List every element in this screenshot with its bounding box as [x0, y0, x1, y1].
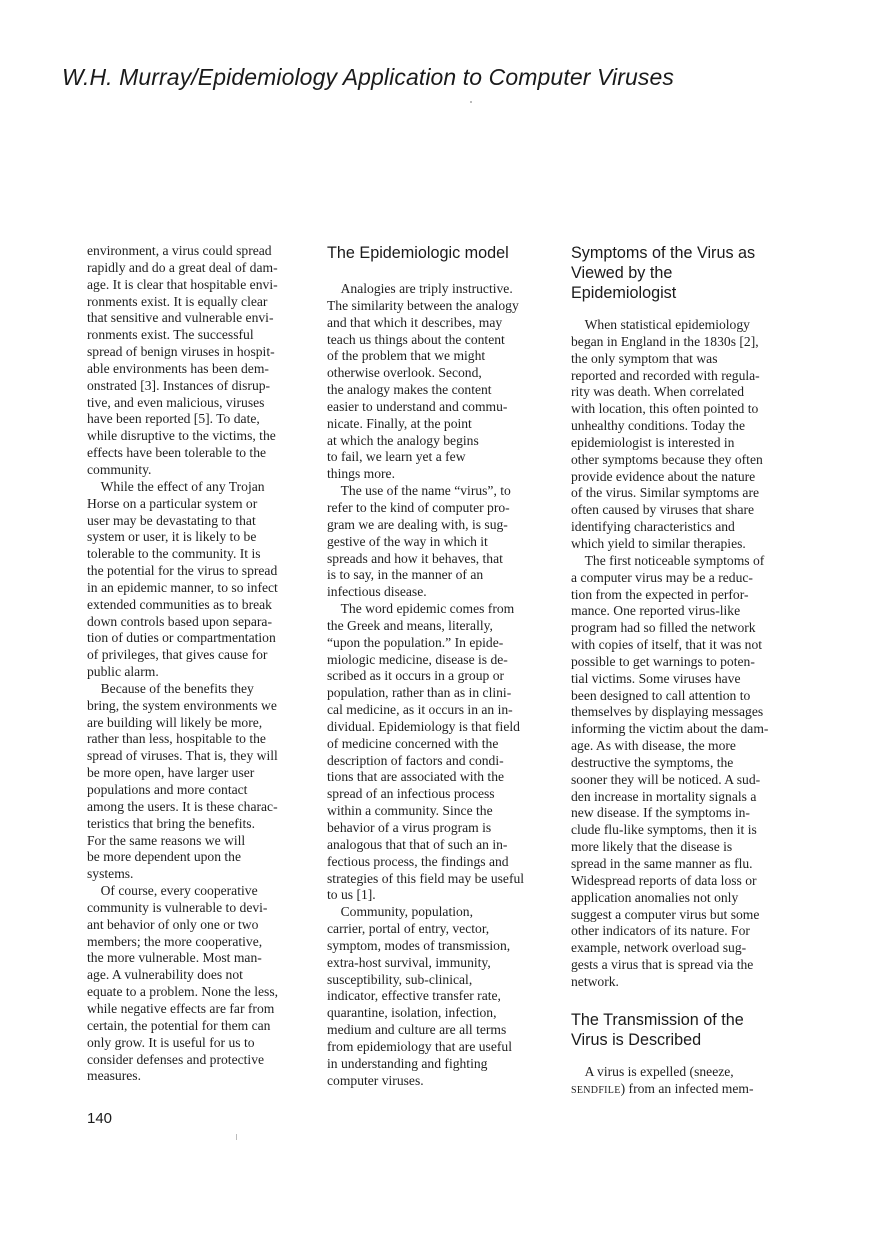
- text-line: strategies of this field may be useful: [327, 870, 525, 886]
- text-line: destructive the symptoms, the: [571, 754, 734, 770]
- text-line: gests a virus that is spread via the: [571, 957, 754, 973]
- text-line: quarantine, isolation, infection,: [327, 1005, 497, 1021]
- text-line: is to say, in the manner of an: [327, 567, 484, 583]
- text-line: other symptoms because they often: [571, 451, 763, 467]
- text-line: nicate. Finally, at the point: [327, 415, 472, 431]
- text-line: effects have been tolerable to the: [87, 445, 267, 461]
- text-line: Analogies are triply instructive.: [327, 281, 513, 296]
- text-column-2: [327, 243, 553, 1090]
- text-line: Of course, every cooperative: [87, 883, 258, 899]
- text-line: The similarity between the analogy: [327, 297, 519, 313]
- text-line: gram we are dealing with, is sug-: [327, 516, 508, 532]
- heading-spacer: [571, 303, 799, 317]
- text-line: “upon the population.” In epide-: [327, 634, 504, 650]
- text-line: been designed to call attention to: [571, 687, 751, 703]
- text-line: rather than less, hospitable to the: [87, 731, 266, 747]
- text-line: spread of viruses. That is, they will: [87, 748, 278, 764]
- text-line: tial victims. Some viruses have: [571, 670, 741, 686]
- text-line: unhealthy conditions. Today the: [571, 418, 745, 434]
- section-heading: [327, 243, 553, 263]
- text-line: from epidemiology that are useful: [327, 1038, 512, 1054]
- text-column-1: [87, 243, 309, 1085]
- text-line: measures.: [87, 1068, 141, 1084]
- text-line: systems.: [87, 866, 134, 882]
- text-line: tive, and even malicious, viruses: [87, 394, 265, 410]
- text-line: be more open, have larger user: [87, 765, 255, 781]
- text-line: mance. One reported virus-like: [571, 603, 741, 619]
- text-line: description of factors and condi-: [327, 752, 504, 768]
- text-line: rity was death. When correlated: [571, 384, 744, 400]
- text-line: extended communities as to break: [87, 596, 272, 612]
- text-line: ronments exist. The successful: [87, 327, 254, 343]
- text-line: often caused by viruses that share: [571, 502, 755, 518]
- heading-spacer: [327, 263, 553, 281]
- text-line: able environments has been dem-: [87, 360, 269, 376]
- text-line: spread in the same manner as flu.: [571, 856, 753, 871]
- text-line: the analogy makes the content: [327, 382, 492, 398]
- text-line: bring, the system environments we: [87, 697, 277, 713]
- text-line: community.: [87, 461, 152, 477]
- text-line: Because of the benefits they: [87, 680, 254, 696]
- heading-line: Viewed by the: [571, 264, 673, 282]
- text-line: at which the analogy begins: [327, 432, 479, 448]
- text-line: the only symptom that was: [571, 350, 718, 366]
- text-line: certain, the potential for them can: [87, 1017, 271, 1033]
- text-line: medium and culture are all terms: [327, 1022, 507, 1038]
- text-line: down controls based upon separa-: [87, 613, 272, 629]
- text-line: a computer virus may be a reduc-: [571, 569, 753, 585]
- text-line: the potential for the virus to spread: [87, 563, 278, 579]
- section-heading: [571, 1010, 799, 1050]
- text-line: new disease. If the symptoms in-: [571, 805, 750, 821]
- section-heading: [571, 243, 799, 303]
- text-line: are building will likely be more,: [87, 714, 263, 730]
- text-line: only grow. It is useful for us to: [87, 1034, 255, 1050]
- text-line: to us [1].: [327, 887, 376, 903]
- text-line: easier to understand and commu-: [327, 398, 508, 414]
- text-line: with copies of itself, that it was not: [571, 637, 763, 653]
- text-line: that sensitive and vulnerable envi-: [87, 310, 274, 326]
- text-column-3: [571, 243, 799, 1097]
- text-line: consider defenses and protective: [87, 1051, 265, 1067]
- text-line: dividual. Epidemiology is that field: [327, 718, 520, 734]
- text-line: the more vulnerable. Most man-: [87, 950, 262, 966]
- text-line: informing the victim about the dam-: [571, 721, 769, 737]
- heading-line: Symptoms of the Virus as: [571, 244, 756, 262]
- text-line: clude flu-like symptoms, then it is: [571, 822, 757, 838]
- text-line: suggest a computer virus but some: [571, 906, 760, 922]
- text-line: infectious disease.: [327, 584, 427, 600]
- text-line: application anomalies not only: [571, 889, 739, 905]
- text-line: When statistical epidemiology: [571, 317, 750, 332]
- text-line: The use of the name “virus”, to: [327, 483, 511, 499]
- text-line: the Greek and means, literally,: [327, 617, 493, 633]
- text-line: provide evidence about the nature: [571, 468, 756, 484]
- text-line: began in England in the 1830s [2],: [571, 333, 759, 349]
- text-line: fectious process, the findings and: [327, 853, 509, 869]
- heading-line: Virus is Described: [571, 1030, 702, 1049]
- text-line: age. As with disease, the more: [571, 738, 736, 754]
- text-line: of the problem that we might: [327, 348, 486, 364]
- text-line: teristics that bring the benefits.: [87, 815, 255, 831]
- text-line: more likely that the disease is: [571, 839, 733, 855]
- text-line: of privileges, that gives cause for: [87, 647, 268, 663]
- text-line: system or user, it is likely to be: [87, 529, 257, 545]
- text-line: program had so filled the network: [571, 620, 756, 636]
- text-line: age. A vulnerability does not: [87, 967, 243, 983]
- text-line: Widespread reports of data loss or: [571, 872, 757, 888]
- text-line: susceptibility, sub-clinical,: [327, 971, 473, 987]
- text-line: tolerable to the community. It is: [87, 546, 261, 562]
- text-line: members; the more cooperative,: [87, 933, 263, 949]
- text-line: in an epidemic manner, to so infect: [87, 579, 278, 595]
- text-line: of the virus. Similar symptoms are: [571, 485, 760, 501]
- text-line: while disruptive to the victims, the: [87, 428, 276, 444]
- text-line: have been reported [5]. To date,: [87, 411, 260, 427]
- text-line: refer to the kind of computer pro-: [327, 499, 510, 515]
- text-line: equate to a problem. None the less,: [87, 984, 279, 1000]
- text-line: other indicators of its nature. For: [571, 923, 750, 939]
- text-line: indicator, effective transfer rate,: [327, 988, 501, 1004]
- text-line: gestive of the way in which it: [327, 533, 488, 549]
- text-line: population, rather than as in clini-: [327, 685, 512, 701]
- text-line: with location, this often pointed to: [571, 401, 759, 417]
- text-line: While the effect of any Trojan: [87, 478, 265, 494]
- text-line: themselves by displaying messages: [571, 704, 764, 720]
- text-line: miologic medicine, disease is de-: [327, 651, 508, 667]
- text-line: analogous that that of such an in-: [327, 836, 508, 852]
- text-line: scribed as it occurs in a group or: [327, 668, 505, 684]
- text-line: behavior of a virus program is: [327, 820, 492, 835]
- text-line: within a community. Since the: [327, 803, 493, 819]
- text-line: possible to get warnings to poten-: [571, 653, 755, 669]
- text-line: spreads and how it behaves, that: [327, 550, 503, 566]
- text-line: age. It is clear that hospitable envi-: [87, 276, 278, 292]
- scan-speck: [470, 101, 472, 103]
- running-head: W.H. Murray/Epidemiology Application to Computer Viruses: [62, 64, 674, 90]
- text-line: cal medicine, as it occurs in an in-: [327, 702, 513, 718]
- page-number: 140: [87, 1110, 113, 1127]
- text-line: public alarm.: [87, 664, 159, 680]
- text-line: For the same reasons we will: [87, 832, 246, 848]
- text-line: to fail, we learn yet a few: [327, 449, 466, 465]
- text-line: extra-host survival, immunity,: [327, 954, 491, 970]
- text-line: teach us things about the content: [327, 331, 505, 347]
- text-line: in understanding and fighting: [327, 1055, 488, 1071]
- text-line: ant behavior of only one or two: [87, 916, 259, 932]
- text-line: among the users. It is these charac-: [87, 798, 278, 814]
- text-line: user may be devastating to that: [87, 512, 256, 528]
- text-line: computer viruses.: [327, 1072, 424, 1088]
- heading-line: The Epidemiologic model: [327, 244, 509, 262]
- text-line: and that which it describes, may: [327, 314, 503, 330]
- text-segment: ) from an infected mem-: [620, 1080, 754, 1096]
- text-line: tion of duties or compartmentation: [87, 630, 276, 646]
- text-line: Community, population,: [327, 904, 474, 920]
- text-line: [571, 1081, 799, 1098]
- text-line: rapidly and do a great deal of dam-: [87, 259, 278, 275]
- text-line: Horse on a particular system or: [87, 495, 258, 511]
- text-line: carrier, portal of entry, vector,: [327, 921, 490, 937]
- text-line: ronments exist. It is equally clear: [87, 293, 268, 309]
- text-line: The first noticeable symptoms of: [571, 552, 765, 568]
- text-line: den increase in mortality signals a: [571, 788, 757, 804]
- heading-spacer: [571, 1050, 799, 1064]
- heading-line: The Transmission of the: [571, 1010, 744, 1029]
- text-line: tion from the expected in perfor-: [571, 586, 749, 602]
- text-line: spread of an infectious process: [327, 786, 495, 802]
- text-line: identifying characteristics and: [571, 519, 735, 535]
- text-line: things more.: [327, 466, 395, 482]
- text-line: tions that are associated with the: [327, 769, 505, 785]
- text-line: environment, a virus could spread: [87, 243, 272, 258]
- text-line: reported and recorded with regula-: [571, 367, 760, 383]
- text-line: spread of benign viruses in hospit-: [87, 344, 275, 360]
- text-line: which yield to similar therapies.: [571, 535, 746, 551]
- heading-line: Epidemiologist: [571, 284, 677, 302]
- text-line: otherwise overlook. Second,: [327, 365, 482, 381]
- text-line: The word epidemic comes from: [327, 601, 515, 617]
- text-line: populations and more contact: [87, 782, 248, 797]
- text-line: sooner they will be noticed. A sud-: [571, 771, 761, 787]
- text-line: example, network overload sug-: [571, 940, 747, 956]
- text-line: symptom, modes of transmission,: [327, 937, 511, 953]
- section-spacer: [571, 991, 799, 1010]
- text-line: epidemiologist is interested in: [571, 434, 735, 450]
- text-line: be more dependent upon the: [87, 849, 242, 865]
- text-line: while negative effects are far from: [87, 1000, 275, 1016]
- text-line: of medicine concerned with the: [327, 735, 499, 751]
- scan-speck: [236, 1134, 237, 1140]
- text-line: A virus is expelled (sneeze,: [571, 1063, 734, 1079]
- text-line: network.: [571, 973, 619, 989]
- text-line: onstrated [3]. Instances of disrup-: [87, 377, 271, 393]
- command-name: sendfile: [571, 1080, 621, 1096]
- text-line: community is vulnerable to devi-: [87, 899, 268, 915]
